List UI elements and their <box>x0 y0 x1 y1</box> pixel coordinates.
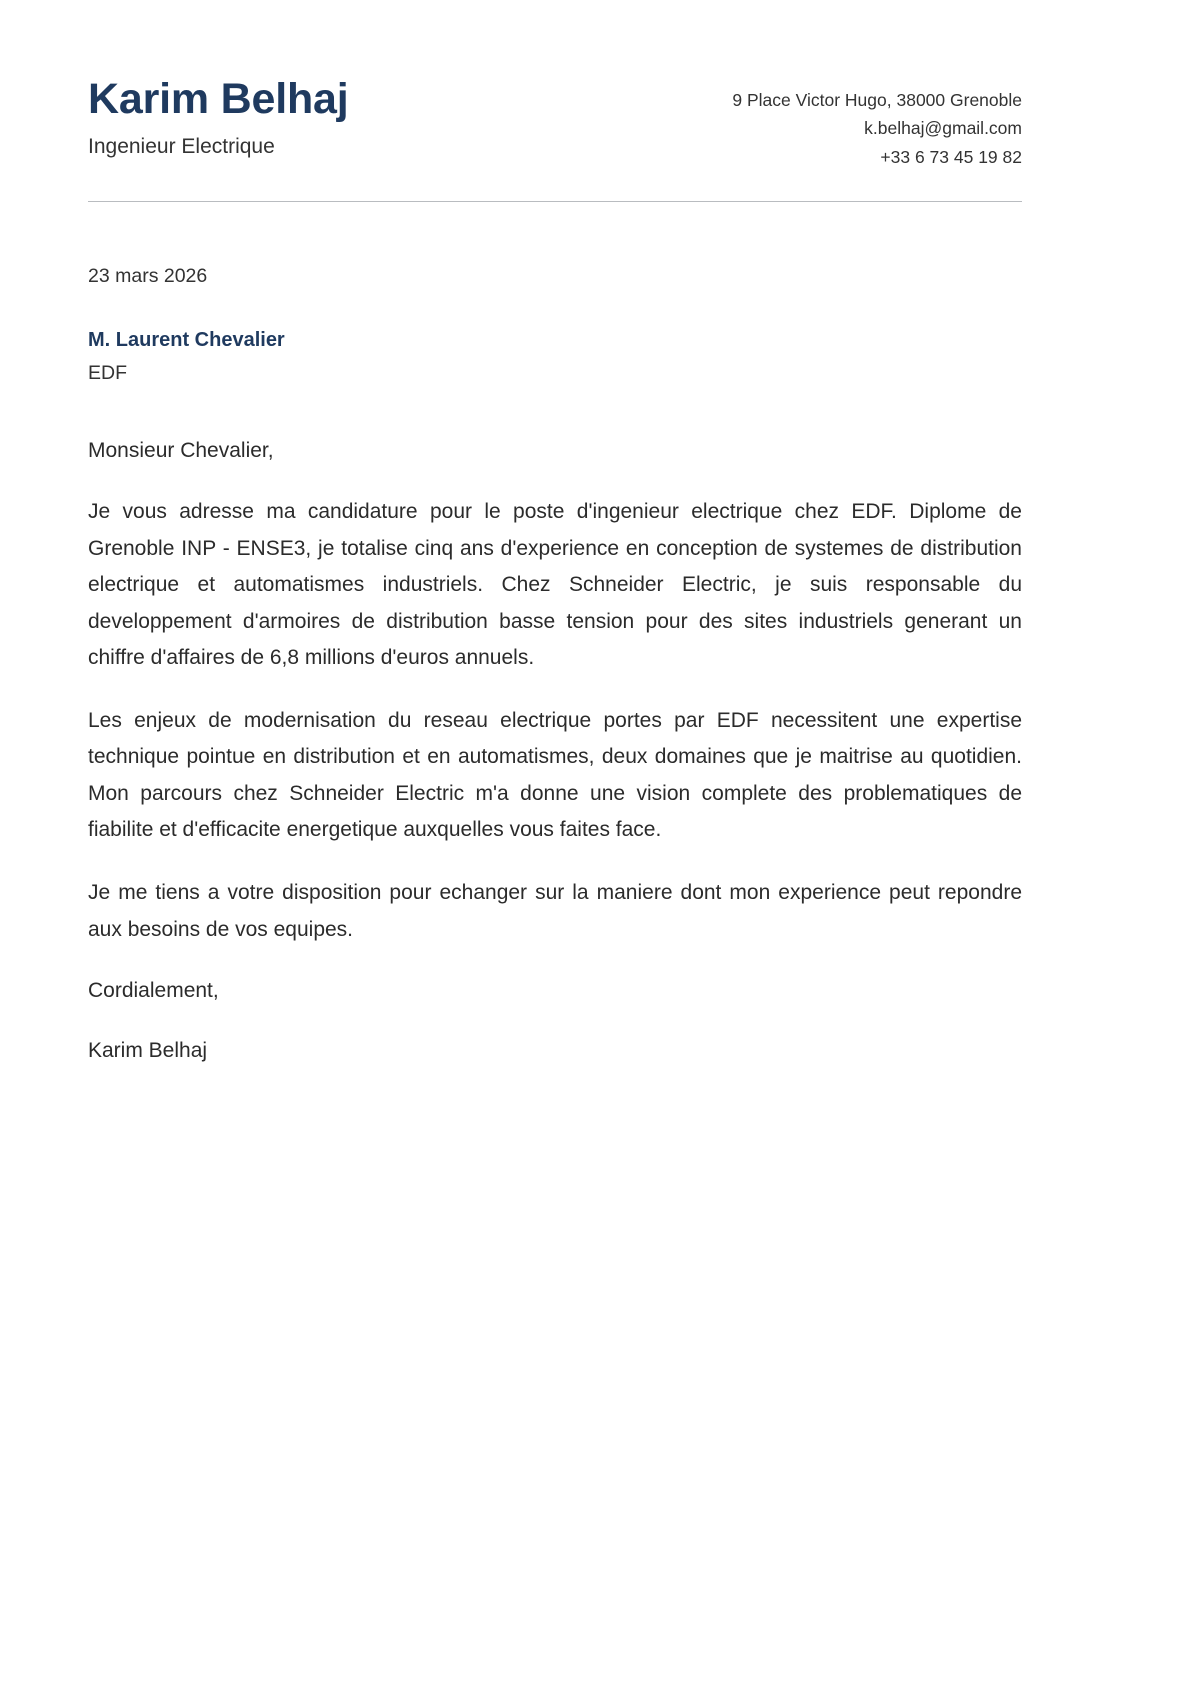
letter-closing: Cordialement, <box>88 979 219 1003</box>
letter-content <box>88 72 1022 1067</box>
recipient-company: EDF <box>88 362 127 385</box>
contact-phone[interactable]: +33 6 73 45 19 82 <box>880 146 1022 167</box>
letter-meta <box>88 264 1022 387</box>
letter-salutation: Monsieur Chevalier, <box>88 438 274 462</box>
letter-paragraph-3: Je me tiens a votre disposition pour echanger sur la maniere dont mon experience peut repondre aux besoins de vos equipes. <box>88 881 1022 941</box>
header-divider <box>88 201 1022 202</box>
recipient-name: M. Laurent Chevalier <box>88 329 285 352</box>
letter-body <box>88 435 1022 1068</box>
identity-block <box>88 72 348 160</box>
contact-block <box>732 72 1022 171</box>
contact-email[interactable]: k.belhaj@gmail.com <box>864 118 1022 139</box>
letter-signature: Karim Belhaj <box>88 1038 208 1062</box>
letter-header <box>88 72 1022 171</box>
letter-paragraph-1: Je vous adresse ma candidature pour le poste d'ingenieur electrique chez EDF. Diplome de Grenoble INP - ENSE3, je totalise cinq ans d'experience en conception de systemes de distribution electrique et automatismes industriels. Chez Schneider Electric, je suis responsable du developpement d'armoires de distribution basse tension pour des sites industriels generant un chiffre d'affaires de 6,8 millions d'euros annuels. <box>88 500 1022 670</box>
letter-paragraph-2: Les enjeux de modernisation du reseau electrique portes par EDF necessitent une expertise technique pointue en distribution et en automatismes, deux domaines que je maitrise au quotidien. Mon parcours chez Schneider Electric m'a donne une vision complete des problematiques de fiabilite et d'efficacite energetique auxquelles vous faites face. <box>88 708 1022 842</box>
recipient-block <box>88 327 1022 386</box>
letter-date: 23 mars 2026 <box>88 265 208 288</box>
contact-address: 9 Place Victor Hugo, 38000 Grenoble <box>732 90 1022 110</box>
applicant-name: Karim Belhaj <box>88 75 349 123</box>
applicant-job-title: Ingenieur Electrique <box>88 135 275 159</box>
